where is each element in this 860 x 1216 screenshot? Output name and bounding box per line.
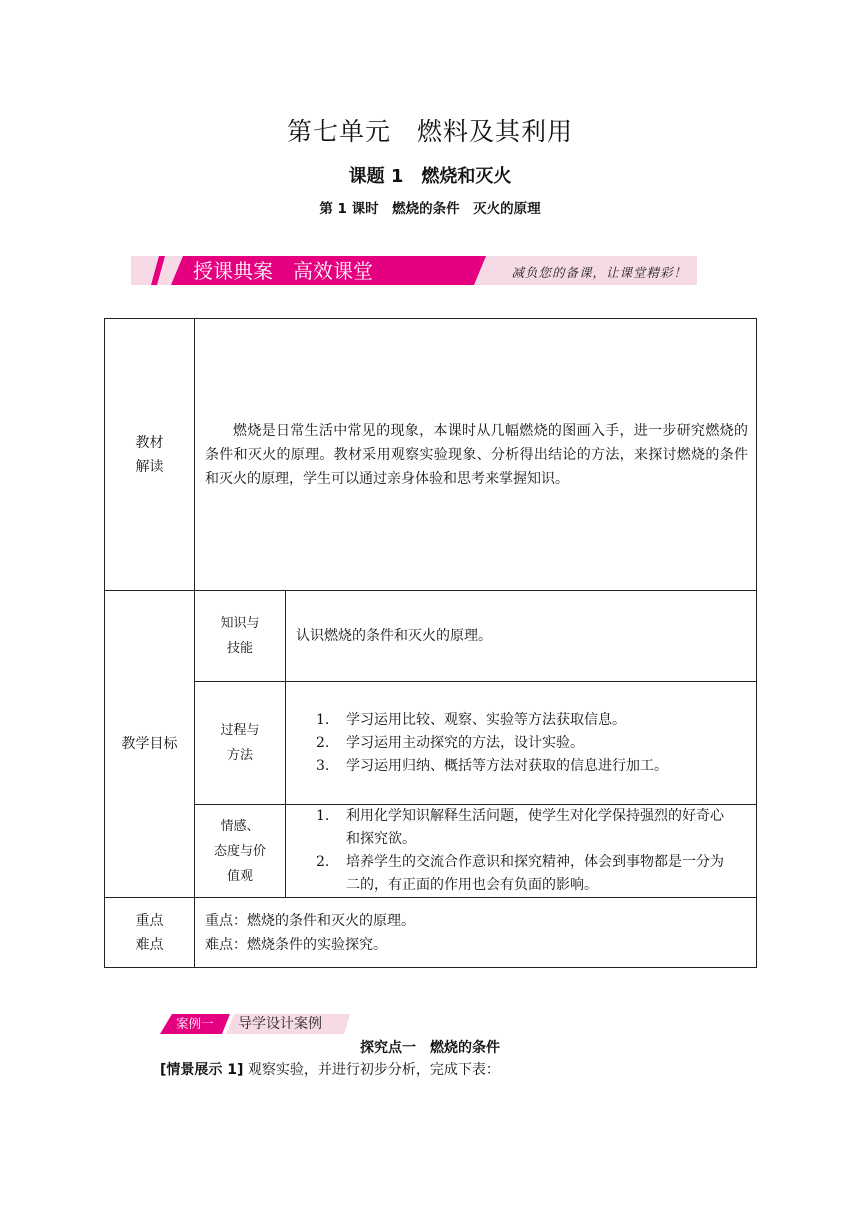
explore-title: 探究点一 燃烧的条件 xyxy=(360,1040,500,1056)
banner-subtitle: 减负您的备课，让课堂精彩！ xyxy=(511,265,687,280)
list-item: 2. 学习运用主动探究的方法，设计实验。 xyxy=(316,734,584,751)
scene-text: 观察实验，并进行初步分析，完成下表： xyxy=(243,1062,500,1078)
attitude-list xyxy=(286,805,756,897)
scene-tag: [情景展示 1] xyxy=(160,1062,244,1078)
goal-process-row xyxy=(105,682,757,805)
key-points-row xyxy=(105,898,757,968)
material-row xyxy=(105,319,757,591)
lesson-plan-table xyxy=(104,318,757,968)
case-label: 导学设计案例 xyxy=(238,1016,322,1032)
difficult-point: 难点：燃烧条件的实验探究。 xyxy=(205,936,387,953)
case-banner xyxy=(160,1014,350,1034)
list-item: 1. 学习运用比较、观察、实验等方法获取信息。 xyxy=(316,711,626,728)
process-list xyxy=(286,709,756,778)
attitude-list-cell xyxy=(286,805,757,898)
material-text: 燃烧是日常生活中常见的现象，本课时从几幅燃烧的图画入手，进一步研究燃烧的条件和灭火的原理。教材采用观察实验现象、分析得出结论的方法，来探讨燃烧的条件和灭火的原理，学生可以通过亲身体验和思考来掌握知识。 xyxy=(205,422,748,487)
lesson-title: 课题 1 燃烧和灭火 xyxy=(348,166,512,187)
process-list-cell xyxy=(286,682,757,805)
list-item: 1. 利用化学知识解释生活问题，使学生对化学保持强烈的好奇心 和探究欲。 xyxy=(316,808,724,847)
banner-slash-decoration xyxy=(151,256,165,285)
key-points-text xyxy=(195,898,757,968)
process-label: 过程与 方法 xyxy=(195,682,286,805)
banner-title: 授课典案 高效课堂 xyxy=(193,259,373,283)
goal-knowledge-row xyxy=(105,591,757,682)
key-points-label: 重点 难点 xyxy=(105,898,195,968)
knowledge-label: 知识与 技能 xyxy=(195,591,286,682)
knowledge-text: 认识燃烧的条件和灭火的原理。 xyxy=(286,591,757,682)
goal-attitude-row xyxy=(105,805,757,898)
goals-label: 教学目标 xyxy=(105,591,195,898)
list-item: 3. 学习运用归纳、概括等方法对获取的信息进行加工。 xyxy=(316,757,668,774)
attitude-label: 情感、 态度与价 值观 xyxy=(195,805,286,898)
unit-title: 第七单元 燃料及其利用 xyxy=(286,117,573,146)
material-label: 教材 解读 xyxy=(105,319,195,591)
list-item: 2. 培养学生的交流合作意识和探究精神，体会到事物都是一分为 二的，有正面的作用也会有负面的影响。 xyxy=(316,854,724,893)
key-point: 重点：燃烧的条件和灭火的原理。 xyxy=(205,912,415,929)
case-tag: 案例一 xyxy=(176,1016,214,1031)
section-banner xyxy=(131,256,697,285)
scene-paragraph xyxy=(160,1059,500,1079)
period-title: 第 1 课时 燃烧的条件 灭火的原理 xyxy=(319,201,541,217)
material-text-cell xyxy=(195,319,757,591)
